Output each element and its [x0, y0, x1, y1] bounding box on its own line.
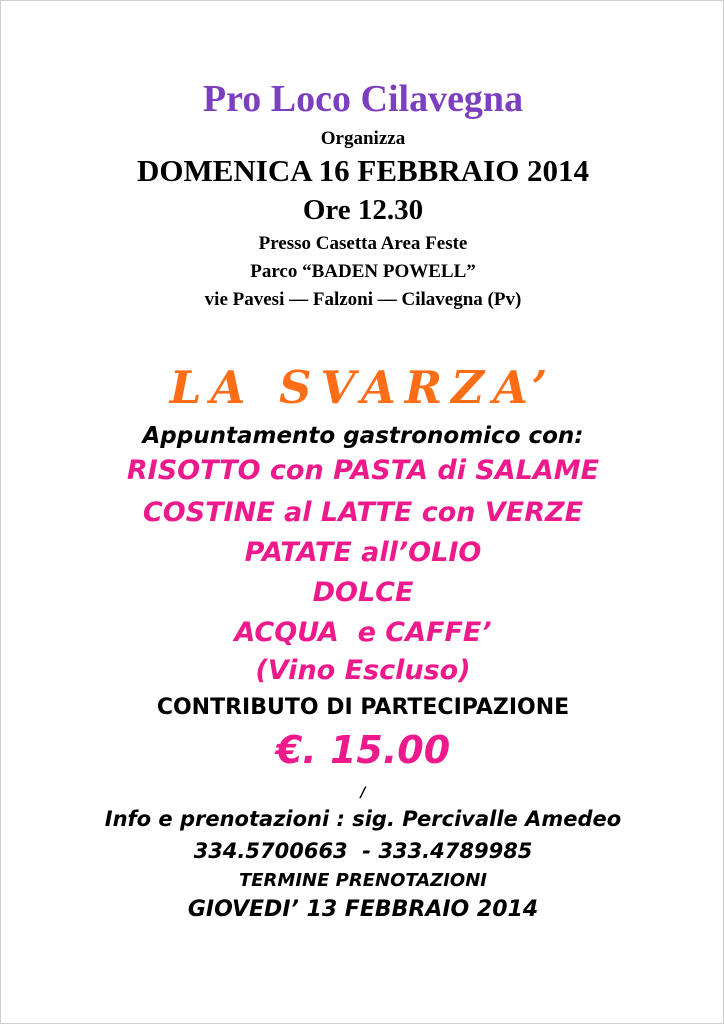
- menu-item: RISOTTO con PASTA di SALAME: [126, 455, 600, 486]
- event-time: Ore 12.30: [302, 194, 424, 226]
- event-date: DOMENICA 16 FEBBRAIO 2014: [136, 153, 590, 188]
- menu-intro: Appuntamento gastronomico con:: [142, 423, 584, 449]
- location-line-3: vie Pavesi — Falzoni — Cilavegna (Pv): [204, 289, 522, 310]
- location-line-2: Parco “BADEN POWELL”: [250, 261, 476, 282]
- menu-item: PATATE all’OLIO: [244, 537, 482, 568]
- event-name: LA SVARZA’: [169, 361, 557, 414]
- price: €. 15.00: [275, 728, 451, 772]
- menu-item: DOLCE: [312, 577, 414, 608]
- separator-mark: /: [360, 785, 366, 801]
- booking-phones: 334.5700663 - 333.4789985: [193, 839, 533, 863]
- contribution-label: CONTRIBUTO DI PARTECIPAZIONE: [156, 695, 570, 720]
- booking-info: Info e prenotazioni : sig. Percivalle Amedeo: [104, 807, 622, 831]
- menu-item: (Vino Escluso): [255, 655, 471, 686]
- menu-item: COSTINE al LATTE con VERZE: [142, 497, 584, 528]
- booking-deadline-date: GIOVEDI’ 13 FEBBRAIO 2014: [187, 897, 539, 922]
- location-line-1: Presso Casetta Area Feste: [258, 233, 468, 254]
- booking-deadline-label: TERMINE PRENOTAZIONI: [238, 870, 487, 891]
- menu-item: ACQUA e CAFFE’: [234, 617, 492, 648]
- organizza-label: Organizza: [320, 128, 406, 149]
- organizer-title: Pro Loco Cilavegna: [202, 78, 524, 120]
